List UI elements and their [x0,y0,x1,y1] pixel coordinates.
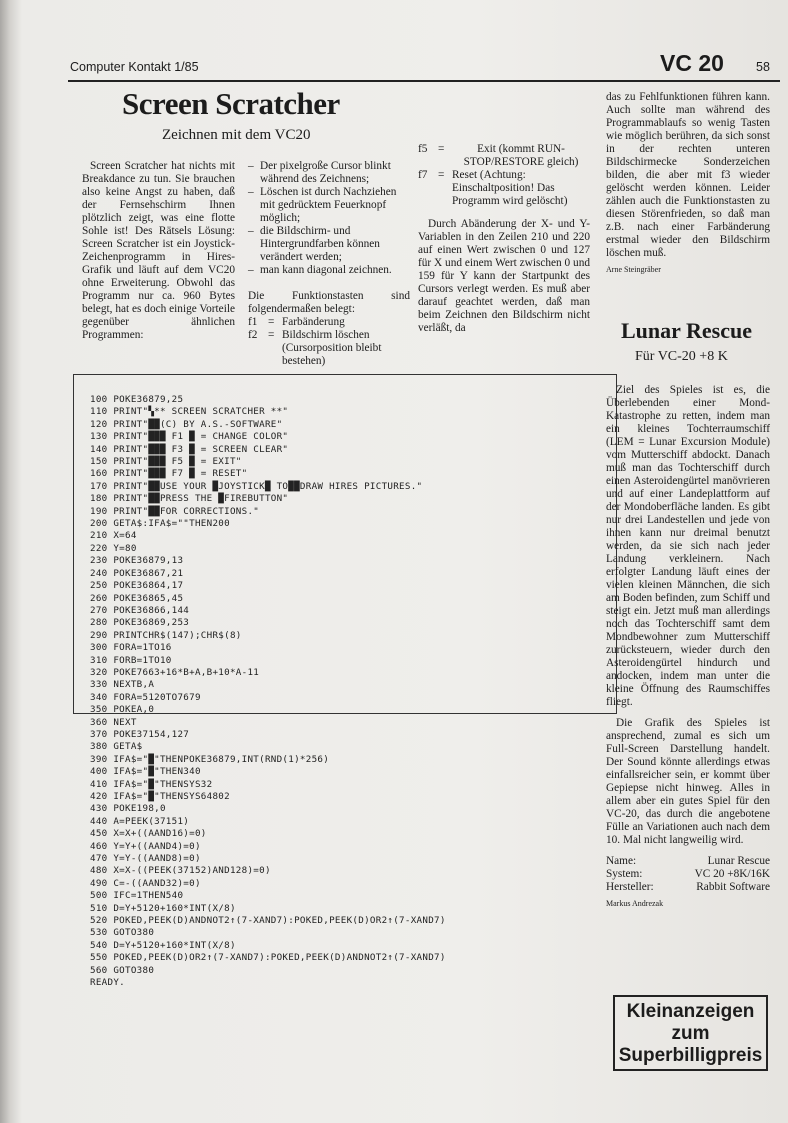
code-line: 150 PRINT"███ F5 █ = EXIT" [90,456,242,468]
info-row: Name: Lunar Rescue [606,855,770,867]
ad-line: Superbilligpreis [618,1045,763,1066]
feature-item: – Löschen ist durch Nachziehen mit gedrücktem Feuerknopf möglich; [248,186,397,224]
feature-item: – Der pixelgroße Cursor blinkt während des Zeichnens; [248,160,391,185]
header-divider [68,80,780,82]
code-line: 330 NEXTB,A [90,679,155,691]
key-row-f7: f7 = Reset (Achtung: Einschaltposition! Das Programm wird gelöscht) [418,169,568,207]
code-line: 490 C=-((AAND32)=0) [90,877,201,889]
code-line: 380 GETA$ [90,741,143,753]
code-line: 180 PRINT"██PRESS THE █FIREBUTTON" [90,493,289,505]
key-row-f2: f2 = Bildschirm löschen (Cursorposition bleibt bestehen) [248,329,382,367]
review-subtitle: Für VC-20 +8 K [635,349,728,364]
code-line: 290 PRINTCHR$(147);CHR$(8) [90,629,242,641]
code-line: 350 POKEA,0 [90,704,155,716]
magazine-issue: Computer Kontakt 1/85 [70,60,199,74]
warning-text: das zu Fehlfunktionen führen kann. Auch sollte man während des Programmablaufs so wenig Tasten wie möglich berühren, da sich sonst in der rechten unteren Bildschirmecke Sonderzeichen bilden, die aber mit f3 wieder gelöscht werden können. Leider zählen auch die Funktionstasten zu diesen Störenfrieden, so daß man z.B. nach einer Farbänderung erstmal wieder den Bildschirm löschen muß. [606,91,770,259]
key-row-f1: f1 = Farbänderung [248,316,345,328]
review-author: Markus Andrezak [606,899,664,908]
code-line: READY. [90,977,125,989]
article-column-3 [418,91,590,335]
code-line: 540 D=Y+5120+160*INT(X/8) [90,939,236,951]
feature-item: – man kann diagonal zeichnen. [248,264,392,276]
code-line: 200 GETA$:IFA$=""THEN200 [90,518,230,530]
article-intro-text: Screen Scratcher hat nichts mit Breakdance zu tun. Sie brauchen also keine Angst zu haben, daß der Fernsehschirm Ihnen plötzlich zeigt, was eine flotte Sohle ist! Des Rätsels Lösung: Screen Scratcher ist ein Joystick-Zeichenprogramm in Hires-Grafik und läuft auf dem VC20 ohne Erweiterung. Obwohl das Programm nur ca. 960 Bytes belegt, hat es doch einige Vorteile gegenüber ähnlichen Programmen: [82,160,235,341]
article-title: Screen Scratcher [122,86,340,121]
start-point-text: Durch Abänderung der X- und Y-Variablen in den Zeilen 210 und 220 auf einen Wert zwischen 0 und 127 für X und einem Wert zwischen 0 und 159 für Y kann der Startpunkt des Cursors verlegt werden. Es muß aber darauf geachtet werden, daß man beim Zeichnen den Bildschirm nicht verläßt, da [418,218,590,334]
code-line: 190 PRINT"██FOR CORRECTIONS." [90,505,260,517]
classified-ad-box [613,995,768,1071]
code-line: 420 IFA$="█"THENSYS64802 [90,791,230,802]
code-line: 170 PRINT"██USE YOUR █JOYSTICK█ TO██DRAW HIRES PICTURES." [90,480,423,492]
feature-list [248,160,410,368]
program-listing [90,394,610,990]
code-line: 530 GOTO380 [90,927,155,939]
code-line: 230 POKE36879,13 [90,555,184,567]
review-title: Lunar Rescue [621,318,752,343]
code-line: 340 FORA=5120TO7679 [90,691,201,703]
code-line: 480 X=X-((PEEK(37152)AND128)=0) [90,865,271,877]
code-line: 220 Y=80 [90,542,137,554]
code-line: 370 POKE37154,127 [90,728,190,740]
code-line: 510 D=Y+5120+160*INT(X/8) [90,902,236,914]
code-line: 440 A=PEEK(37151) [90,815,190,827]
code-line: 470 Y=Y-((AAND8)=0) [90,853,201,865]
page-number: 58 [756,60,770,74]
code-line: 410 IFA$="█"THENSYS32 [90,778,213,790]
code-line: 560 GOTO380 [90,964,155,976]
review-info [606,855,770,894]
keys-intro: Die Funktionstasten sind folgendermaßen belegt: [248,290,410,315]
ad-line: Kleinanzeigen [626,1001,755,1022]
code-line: 500 IFC=1THEN540 [90,890,184,902]
info-row: System: VC 20 +8K/16K [606,868,770,880]
code-line: 520 POKED,PEEK(D)ANDNOT2↑(7-XAND7):POKED,PEEK(D)OR2↑(7-XAND7) [90,915,446,927]
code-line: 550 POKED,PEEK(D)OR2↑(7-XAND7):POKED,PEEK(D)ANDNOT2↑(7-XAND7) [90,952,446,964]
code-line: 400 IFA$="█"THEN340 [90,766,201,778]
code-line: 280 POKE36869,253 [90,617,190,629]
review-paragraph: Die Grafik des Spieles ist ansprechend, zumal es sich um Full-Screen Darstellung handelt. Der Sound könnte allerdings etwas einfallsreicher sein, er kommt über Gepiepse nicht hinweg. Alles in allem aber ein gutes Spiel für den VC-20, das durch die angebotene Fülle an Variationen auch nach dem 10. Mal nicht langweilig wird. [606,717,770,846]
info-row: Hersteller: Rabbit Software [606,881,770,893]
code-line: 360 NEXT [90,716,137,728]
code-line: 210 X=64 [90,530,137,542]
code-line: 460 Y=Y+((AAND4)=0) [90,840,201,852]
article-subtitle: Zeichnen mit dem VC20 [162,127,311,143]
code-line: 260 POKE36865,45 [90,592,184,604]
code-line: 300 FORA=1TO16 [90,642,172,654]
code-line: 450 X=X+((AAND16)=0) [90,828,207,840]
feature-item: – die Bildschirm- und Hintergrundfarben können verändert werden; [248,225,380,263]
code-line: 140 PRINT"███ F3 █ = SCREEN CLEAR" [90,443,289,455]
author-name: Arne Steingräber [606,265,661,274]
section-title: VC 20 [660,50,724,76]
code-line: 430 POKE198,0 [90,803,166,815]
review-paragraph: Ziel des Spieles ist es, die Überlebenden einer Mond-Katastrophe zu retten, indem man ein kleines Tochterraumschiff (LEM = Lunar Excursion Module) vom Mutterschiff abdockt. Danach muß man das Tochterschiff durch einen Asteroidengürtel manövrieren und auf einer Landeplattform auf der Mondoberfläche landen. Es gibt nur drei Landestellen und jede von ihnen kann nur dreimal benutzt werden, da sie sich nach jeder Landung verkleinern. Nach erfolgter Landung läuft eines der vielen kleinen Männchen, die sich am Boden befinden, zum Schiff und steigt ein. Jetzt muß man allerdings noch das Tochterschiff samt dem Mondbewohner zum Mutterschiff zurücksteuern, wieder durch den Asteroidengürtel hindurch und andocken, indem man unter die kleine Öffnung des Raumschiffes fliegt. [606,384,770,708]
article-column-4 [606,91,770,276]
code-line: 320 POKE7663+16*B+A,B+10*A-11 [90,666,260,678]
ad-line: zum [671,1023,710,1044]
code-line: 110 PRINT"▚** SCREEN SCRATCHER **" [90,406,289,418]
code-line: 250 POKE36864,17 [90,580,184,592]
key-row-f5: f5 = Exit (kommt RUN-STOP/RESTORE gleich) [418,143,579,168]
code-line: 130 PRINT"███ F1 █ = CHANGE COLOR" [90,431,289,443]
code-line: 240 POKE36867,21 [90,567,184,579]
code-line: 390 IFA$="█"THENPOKE36879,INT(RND(1)*256) [90,753,330,765]
code-line: 310 FORB=1TO10 [90,654,172,666]
code-line: 120 PRINT"██(C) BY A.S.-SOFTWARE" [90,418,283,430]
code-line: 270 POKE36866,144 [90,604,190,616]
review-text [606,384,770,910]
code-line: 100 POKE36879,25 [90,394,184,405]
code-line: 160 PRINT"███ F7 █ = RESET" [90,468,248,480]
